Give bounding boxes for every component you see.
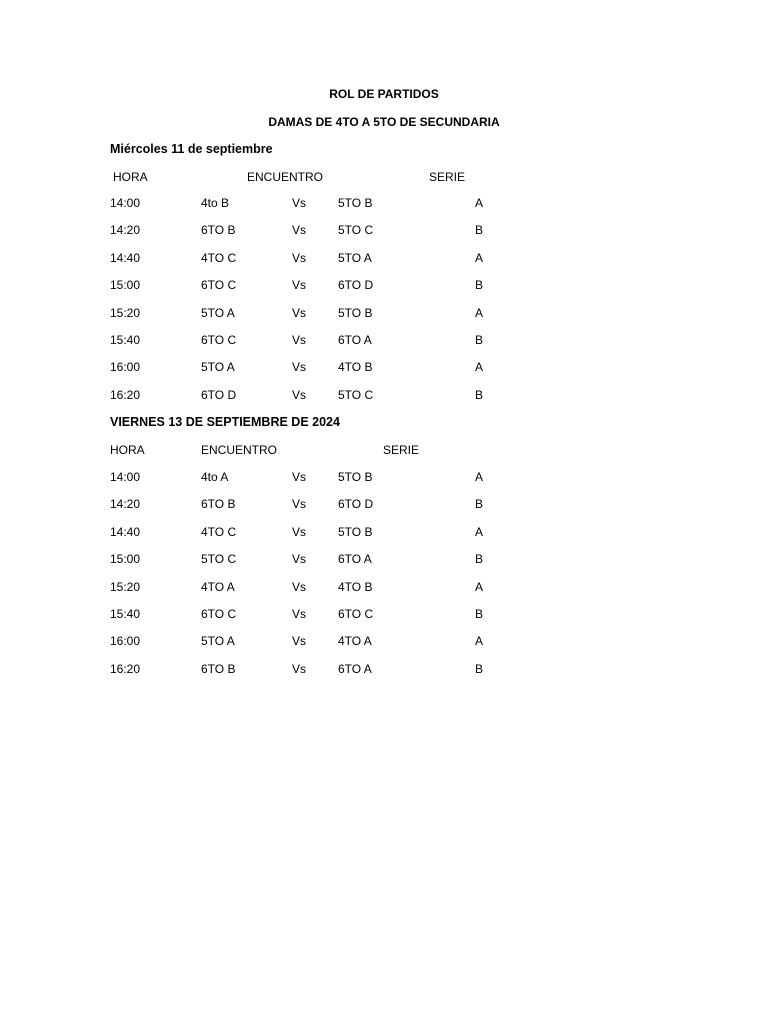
match-team-away: 5TO C — [338, 223, 374, 237]
match-vs: Vs — [292, 196, 307, 210]
match-team-home: 6TO C — [201, 278, 237, 292]
match-team-home: 6TO D — [201, 388, 237, 402]
match-team-home: 5TO C — [201, 552, 237, 566]
match-vs: Vs — [292, 360, 307, 374]
match-time: 15:40 — [110, 333, 141, 347]
match-vs: Vs — [292, 306, 307, 320]
header-hora: HORA — [110, 443, 145, 457]
match-team-home: 6TO B — [201, 223, 236, 237]
header-encuentro: ENCUENTRO — [247, 170, 324, 184]
match-team-away: 4TO B — [338, 360, 373, 374]
match-team-home: 4to A — [201, 470, 229, 484]
match-vs: Vs — [292, 223, 307, 237]
match-team-home: 5TO A — [201, 360, 235, 374]
day-heading-wednesday: Miércoles 11 de septiembre — [110, 142, 273, 156]
match-serie: B — [475, 278, 484, 292]
match-time: 16:00 — [110, 634, 141, 648]
match-team-away: 6TO A — [338, 333, 372, 347]
match-team-home: 4TO A — [201, 580, 235, 594]
match-serie: B — [475, 223, 484, 237]
match-team-away: 6TO A — [338, 662, 372, 676]
match-team-away: 6TO D — [338, 278, 374, 292]
match-serie: B — [475, 662, 484, 676]
match-time: 16:20 — [110, 388, 141, 402]
match-vs: Vs — [292, 634, 307, 648]
match-team-away: 5TO B — [338, 306, 373, 320]
match-serie: B — [475, 388, 484, 402]
match-time: 15:20 — [110, 580, 141, 594]
match-team-away: 6TO A — [338, 552, 372, 566]
match-serie: B — [475, 552, 484, 566]
match-time: 14:20 — [110, 223, 141, 237]
match-time: 15:40 — [110, 607, 141, 621]
match-serie: A — [475, 251, 484, 265]
match-vs: Vs — [292, 497, 307, 511]
match-vs: Vs — [292, 580, 307, 594]
match-time: 16:00 — [110, 360, 141, 374]
header-serie: SERIE — [429, 170, 466, 184]
match-team-home: 4to B — [201, 196, 230, 210]
header-encuentro: ENCUENTRO — [201, 443, 278, 457]
match-vs: Vs — [292, 662, 307, 676]
match-vs: Vs — [292, 388, 307, 402]
match-time: 16:20 — [110, 662, 141, 676]
match-serie: A — [475, 580, 484, 594]
match-vs: Vs — [292, 251, 307, 265]
match-team-away: 4TO A — [338, 634, 372, 648]
match-serie: A — [475, 525, 484, 539]
header-hora: HORA — [113, 170, 148, 184]
match-serie: B — [475, 333, 484, 347]
match-serie: B — [475, 497, 484, 511]
header-serie: SERIE — [383, 443, 420, 457]
match-team-away: 5TO B — [338, 525, 373, 539]
match-serie: B — [475, 607, 484, 621]
match-team-away: 5TO A — [338, 251, 372, 265]
match-time: 14:00 — [110, 470, 141, 484]
match-time: 14:00 — [110, 196, 141, 210]
match-vs: Vs — [292, 607, 307, 621]
match-team-home: 5TO A — [201, 634, 235, 648]
match-time: 14:40 — [110, 525, 141, 539]
match-team-home: 4TO C — [201, 525, 237, 539]
match-team-away: 6TO D — [338, 497, 374, 511]
match-team-home: 6TO B — [201, 662, 236, 676]
match-serie: A — [475, 360, 484, 374]
match-team-away: 5TO C — [338, 388, 374, 402]
match-time: 14:20 — [110, 497, 141, 511]
match-serie: A — [475, 470, 484, 484]
match-time: 15:00 — [110, 552, 141, 566]
match-team-home: 6TO C — [201, 333, 237, 347]
match-time: 14:40 — [110, 251, 141, 265]
match-team-away: 5TO B — [338, 470, 373, 484]
match-vs: Vs — [292, 470, 307, 484]
match-serie: A — [475, 196, 484, 210]
document-subtitle: DAMAS DE 4TO A 5TO DE SECUNDARIA — [268, 115, 500, 129]
document-title: ROL DE PARTIDOS — [329, 87, 439, 101]
match-team-home: 5TO A — [201, 306, 235, 320]
match-team-home: 4TO C — [201, 251, 237, 265]
match-vs: Vs — [292, 333, 307, 347]
match-vs: Vs — [292, 552, 307, 566]
match-team-home: 6TO C — [201, 607, 237, 621]
match-team-away: 5TO B — [338, 196, 373, 210]
match-serie: A — [475, 306, 484, 320]
match-team-home: 6TO B — [201, 497, 236, 511]
match-vs: Vs — [292, 525, 307, 539]
match-serie: A — [475, 634, 484, 648]
match-time: 15:20 — [110, 306, 141, 320]
match-team-away: 6TO C — [338, 607, 374, 621]
day-heading-friday: VIERNES 13 DE SEPTIEMBRE DE 2024 — [110, 415, 340, 429]
match-team-away: 4TO B — [338, 580, 373, 594]
match-time: 15:00 — [110, 278, 141, 292]
match-vs: Vs — [292, 278, 307, 292]
